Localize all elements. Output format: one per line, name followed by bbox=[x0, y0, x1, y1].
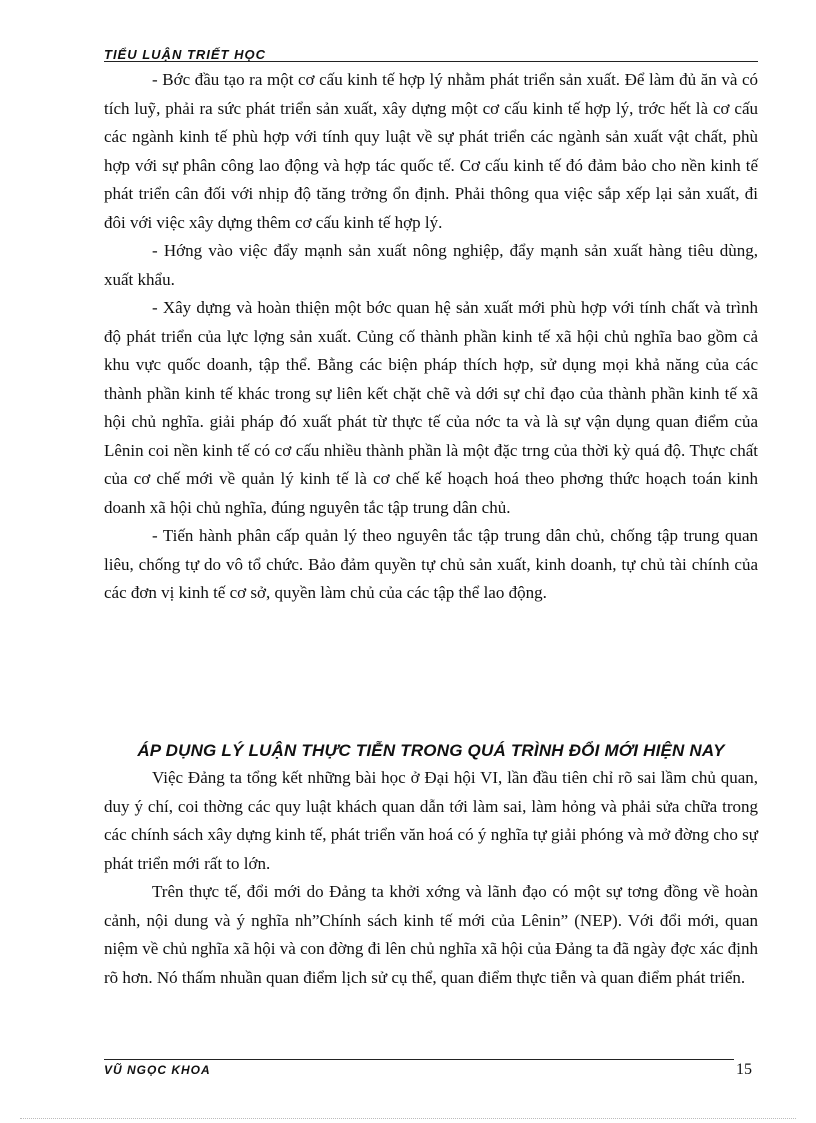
page-number: 15 bbox=[736, 1061, 752, 1078]
section-1-body bbox=[104, 66, 758, 608]
paragraph: Việc Đảng ta tổng kết những bài học ở Đại hội VI, lần đầu tiên chỉ rõ sai lầm chủ quan, duy ý chí, coi thờng các quy luật khách quan dẫn tới làm sai, làm hỏng và phải sửa chữa trong các chính sách xây dựng kinh tế, phát triển văn hoá có ý nghĩa tự giải phóng và mở đờng cho sự phát triển mới rất to lớn. bbox=[104, 768, 758, 873]
header-title: TIỂU LUẬN TRIẾT HỌC bbox=[104, 47, 266, 62]
header-rule bbox=[104, 61, 758, 62]
section-heading: ÁP DỤNG LÝ LUẬN THỰC TIỄN TRONG QUÁ TRÌNH ĐỔI MỚI HIỆN NAY bbox=[137, 741, 725, 760]
paragraph: Trên thực tế, đổi mới do Đảng ta khởi xớng và lãnh đạo có một sự tơng đồng về hoàn cảnh, nội dung và ý nghĩa nh”Chính sách kinh tế mới của Lênin” (NEP). Với đổi mới, quan niệm về chủ nghĩa xã hội và con đờng đi lên chủ nghĩa xã hội của Đảng ta đã ngày đợc xác định rõ hơn. Nó thấm nhuần quan điểm lịch sử cụ thể, quan điểm thực tiễn và quan điểm phát triển. bbox=[104, 882, 758, 987]
footer-author: VŨ NGỌC KHOA bbox=[104, 1063, 211, 1077]
footer-rule bbox=[104, 1059, 734, 1060]
paragraph: - Tiến hành phân cấp quản lý theo nguyên tắc tập trung dân chủ, chống tập trung quan liêu, chống tự do vô tổ chức. Bảo đảm quyền tự chủ sản xuất, kinh doanh, tự chủ tài chính của các đơn vị kinh tế cơ sở, quyền làm chủ của các tập thể lao động. bbox=[104, 526, 758, 602]
paragraph: - Hớng vào việc đẩy mạnh sản xuất nông nghiệp, đẩy mạnh sản xuất hàng tiêu dùng, xuất khẩu. bbox=[104, 241, 758, 289]
paragraph: - Bớc đầu tạo ra một cơ cấu kinh tế hợp lý nhằm phát triển sản xuất. Để làm đủ ăn và có tích luỹ, phải ra sức phát triển sản xuất, xây dựng một cơ cấu kinh tế hợp lý, trớc hết là cơ cấu các ngành kinh tế phù hợp với tính quy luật về sự phát triển các ngành sản xuất vật chất, phù hợp với sự phân công lao động và hợp tác quốc tế. Cơ cấu kinh tế đó đảm bảo cho nền kinh tế phát triển cân đối với nhịp độ tăng trởng ổn định. Phải thông qua việc sắp xếp lại sản xuất, đi đôi với việc xây dựng thêm cơ cấu kinh tế hợp lý. bbox=[104, 70, 758, 232]
section-2 bbox=[104, 738, 758, 992]
page-bottom-border bbox=[20, 1118, 796, 1119]
paragraph: - Xây dựng và hoàn thiện một bớc quan hệ sản xuất mới phù hợp với tính chất và trình độ phát triển của lực lợng sản xuất. Củng cố thành phần kinh tế xã hội chủ nghĩa bao gồm cả khu vực quốc doanh, tập thể. Bằng các biện pháp thích hợp, sử dụng mọi khả năng của các thành phần kinh tế khác trong sự liên kết chặt chẽ và dới sự chỉ đạo của thành phần kinh tế xã hội chủ nghĩa. giải pháp đó xuất phát từ thực tế của nớc ta và là sự vận dụng quan điểm của Lênin coi nền kinh tế có cơ cấu nhiều thành phần là một đặc trng của thời kỳ quá độ. Thực chất của cơ chế mới về quản lý kinh tế là cơ chế kế hoạch hoá theo phơng thức hoạch toán kinh doanh xã hội chủ nghĩa, đúng nguyên tắc tập trung dân chủ. bbox=[104, 298, 758, 517]
